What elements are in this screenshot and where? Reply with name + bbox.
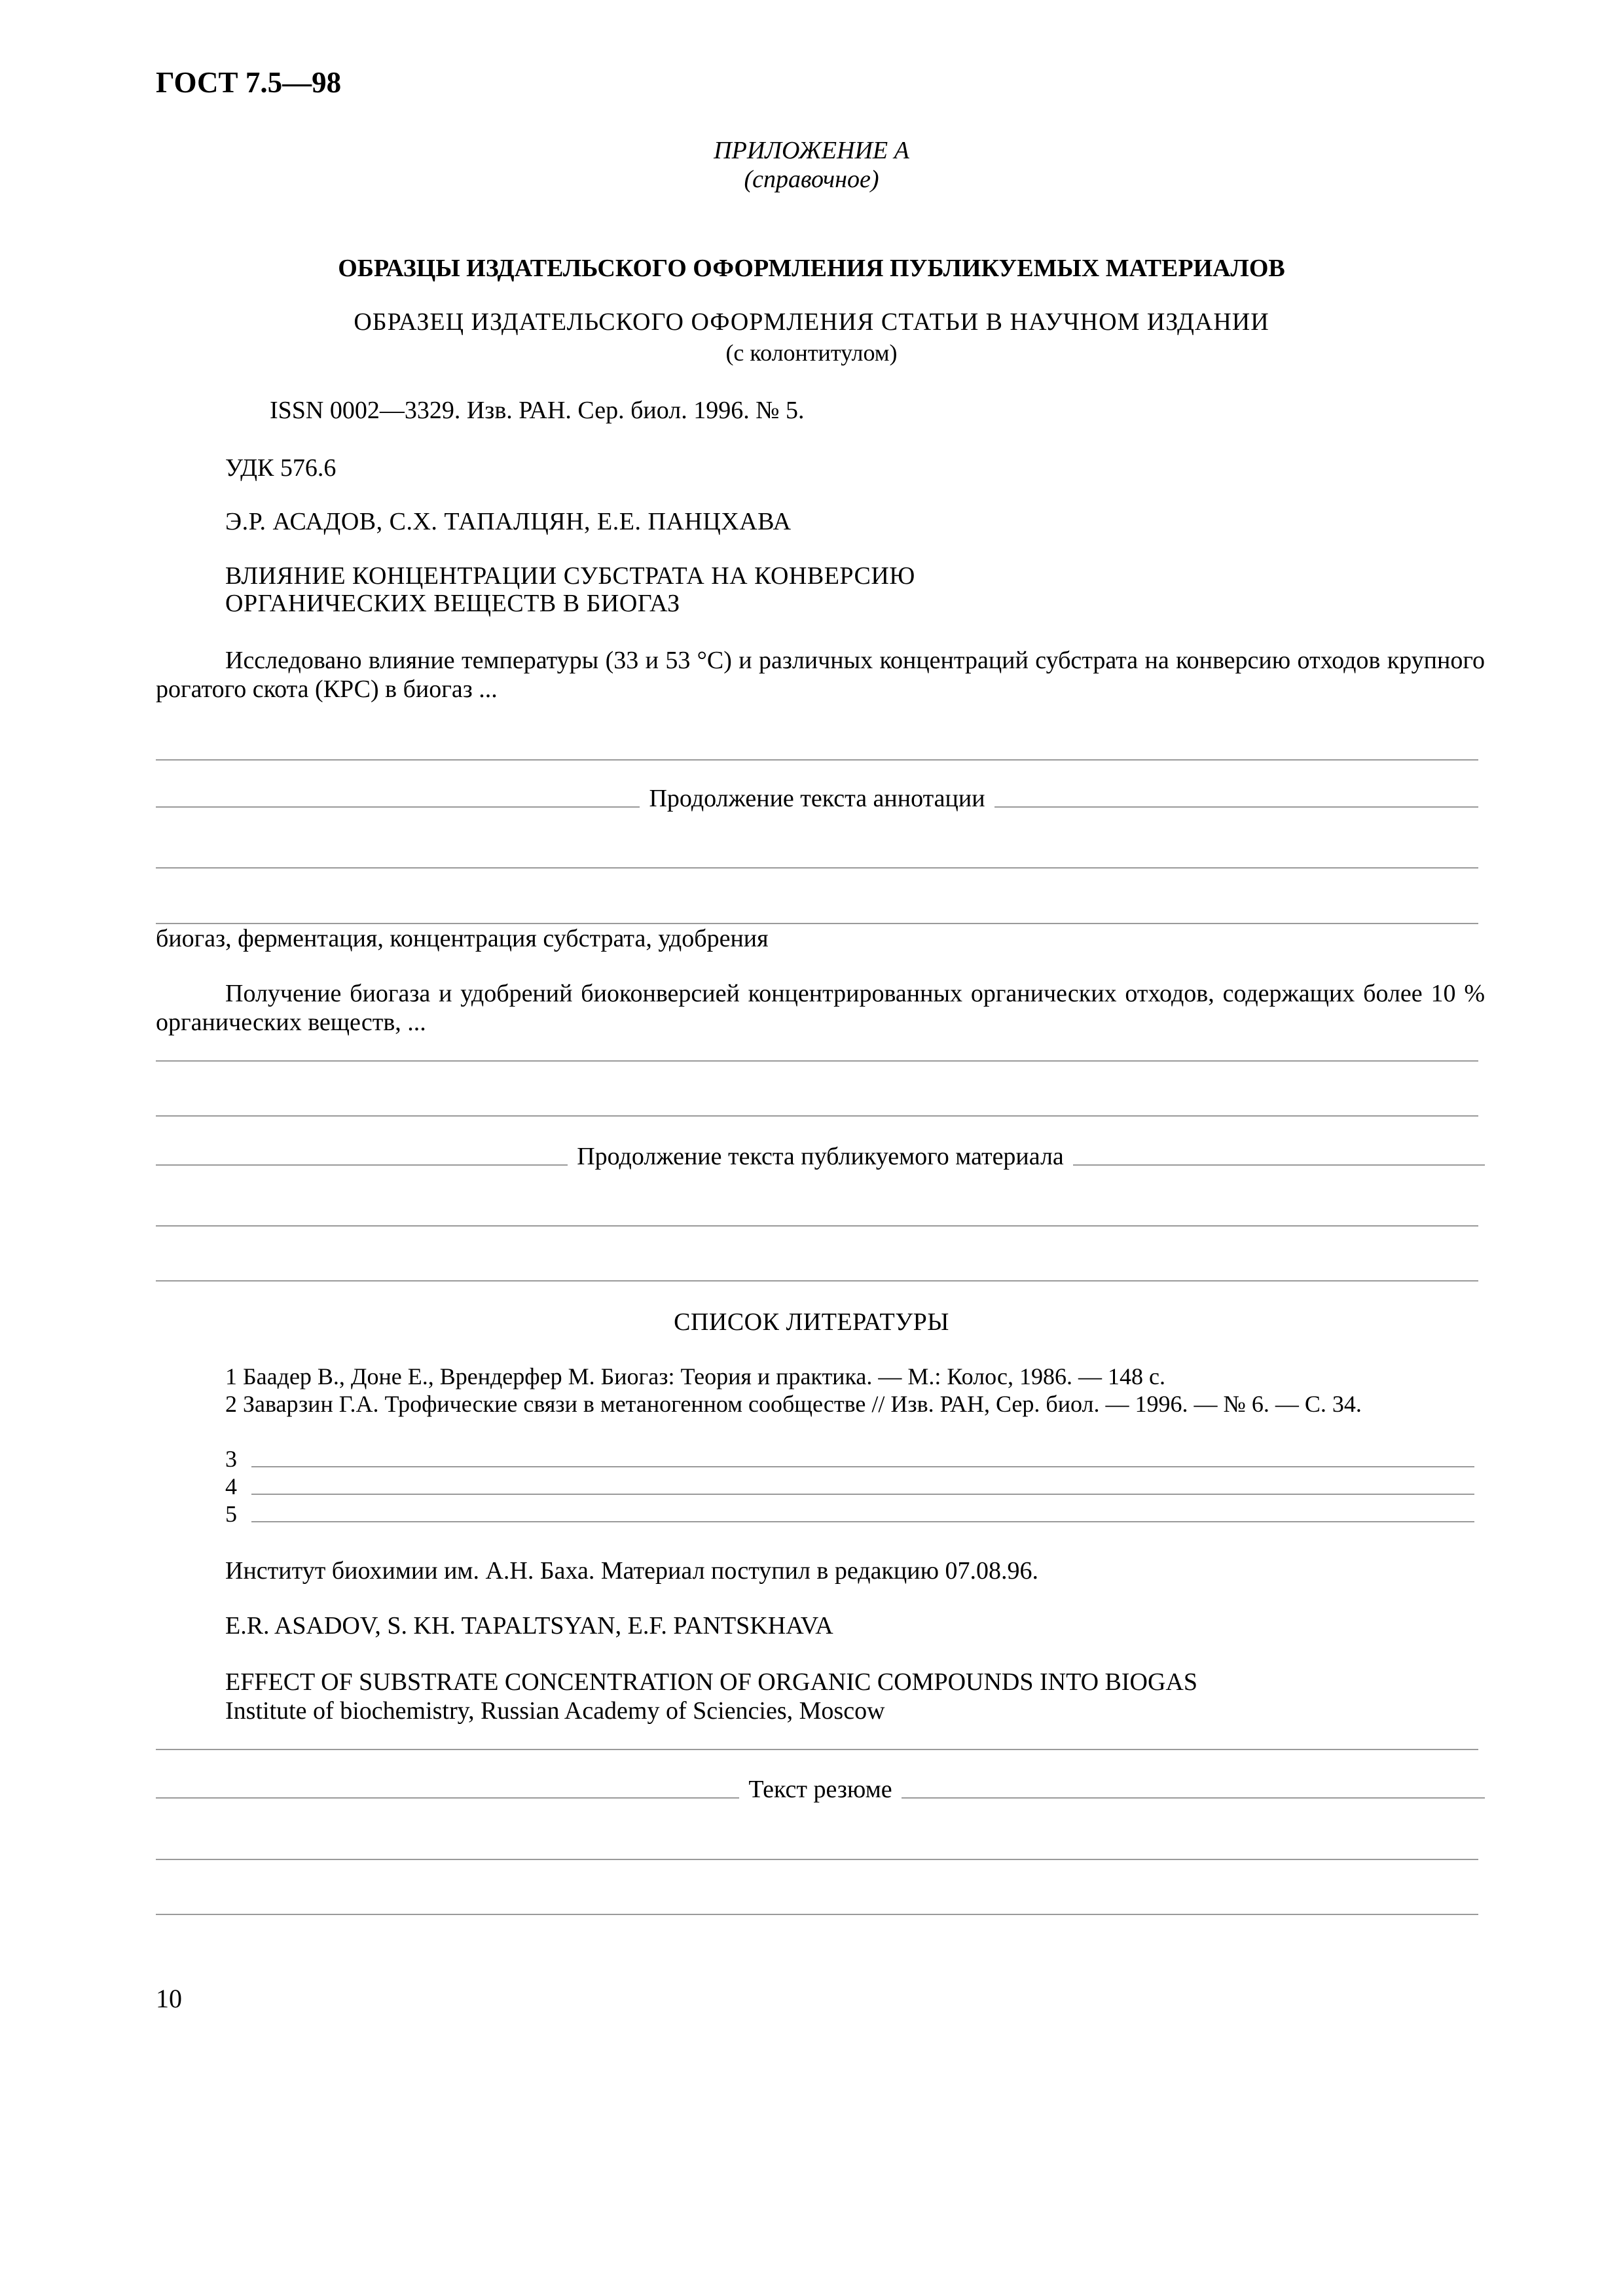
summary-label: Текст резюме <box>748 1776 892 1803</box>
abstract-continuation-label: Продолжение текста аннотации <box>649 785 985 812</box>
udc-code: УДК 576.6 <box>225 454 337 482</box>
abstract-text: Исследовано влияние температуры (33 и 53 °С) и различных концентраций субстрата на конверсию отходов крупного рогатого скота (КРС) в биогаз ... <box>156 647 1485 703</box>
reference-blank-line <box>251 1521 1474 1522</box>
summary-rule <box>156 1749 1478 1750</box>
body-rule <box>156 1225 1478 1227</box>
appendix-subtitle: (справочное) <box>744 166 879 193</box>
body-rule <box>156 1280 1478 1282</box>
running-header-issn: ISSN 0002—3329. Изв. РАН. Сер. биол. 1996. № 5. <box>270 397 805 424</box>
appendix-title: ПРИЛОЖЕНИЕ А <box>714 137 909 164</box>
body-rule <box>156 1060 1478 1062</box>
reference-blank-line <box>251 1494 1474 1495</box>
abstract-rule <box>156 759 1478 761</box>
english-authors: E.R. ASADOV, S. KH. TAPALTSYAN, E.F. PANTSKHAVA <box>225 1612 833 1640</box>
main-heading: ОБРАЗЦЫ ИЗДАТЕЛЬСКОГО ОФОРМЛЕНИЯ ПУБЛИКУЕМЫХ МАТЕРИАЛОВ <box>338 255 1285 282</box>
article-authors: Э.Р. АСАДОВ, С.Х. ТАПАЛЦЯН, Е.Е. ПАНЦХАВА <box>225 508 792 535</box>
body-continuation-label: Продолжение текста публикуемого материала <box>577 1143 1064 1170</box>
article-title-line-1: ВЛИЯНИЕ КОНЦЕНТРАЦИИ СУБСТРАТА НА КОНВЕРСИЮ <box>225 562 915 590</box>
reference-number: 3 <box>225 1446 237 1472</box>
rule-left <box>156 1797 739 1799</box>
reference-number: 5 <box>225 1501 237 1527</box>
keywords: биогаз, ферментация, концентрация субстрата, удобрения <box>156 925 769 952</box>
sample-subheading: (с колонтитулом) <box>725 340 898 366</box>
english-title: EFFECT OF SUBSTRATE CONCENTRATION OF ORGANIC COMPOUNDS INTO BIOGAS <box>225 1668 1198 1696</box>
rule-right <box>994 806 1478 808</box>
body-rule <box>156 1115 1478 1117</box>
body-text: Получение биогаза и удобрений биоконверсией концентрированных органических отходов, содержащих более 10 % органических веществ, ... <box>156 980 1485 1036</box>
summary-rule <box>156 1914 1478 1915</box>
affiliation: Институт биохимии им. А.Н. Баха. Материал поступил в редакцию 07.08.96. <box>225 1557 1038 1585</box>
body-continuation-row <box>156 1142 1485 1171</box>
rule-right <box>902 1797 1485 1799</box>
rule-right <box>1073 1164 1485 1166</box>
abstract-continuation-row <box>156 784 1478 813</box>
summary-rule <box>156 1859 1478 1860</box>
reference-blank-row <box>225 1473 1474 1500</box>
rule-left <box>156 1164 568 1166</box>
rule-left <box>156 806 640 808</box>
references-heading: СПИСОК ЛИТЕРАТУРЫ <box>674 1308 949 1336</box>
article-title-line-2: ОРГАНИЧЕСКИХ ВЕЩЕСТВ В БИОГАЗ <box>225 590 680 617</box>
summary-row <box>156 1775 1485 1804</box>
page-number: 10 <box>156 1984 182 2013</box>
reference-item-1: 1 Баадер В., Доне Е., Врендерфер М. Биогаз: Теория и практика. — М.: Колос, 1986. — 148 с. <box>225 1363 1165 1390</box>
sample-heading: ОБРАЗЕЦ ИЗДАТЕЛЬСКОГО ОФОРМЛЕНИЯ СТАТЬИ В НАУЧНОМ ИЗДАНИИ <box>354 308 1269 336</box>
abstract-rule <box>156 867 1478 869</box>
reference-item-2: 2 Заварзин Г.А. Трофические связи в метаногенном сообществе // Изв. РАН, Сер. биол. — 1996. — № 6. — С. 34. <box>225 1391 1362 1417</box>
reference-blank-row <box>225 1500 1474 1528</box>
english-institute: Institute of biochemistry, Russian Academy of Sciencies, Moscow <box>225 1697 885 1725</box>
reference-blank-row <box>225 1445 1474 1473</box>
reference-number: 4 <box>225 1473 237 1499</box>
standard-header: ГОСТ 7.5—98 <box>156 66 342 99</box>
reference-blank-line <box>251 1466 1474 1467</box>
